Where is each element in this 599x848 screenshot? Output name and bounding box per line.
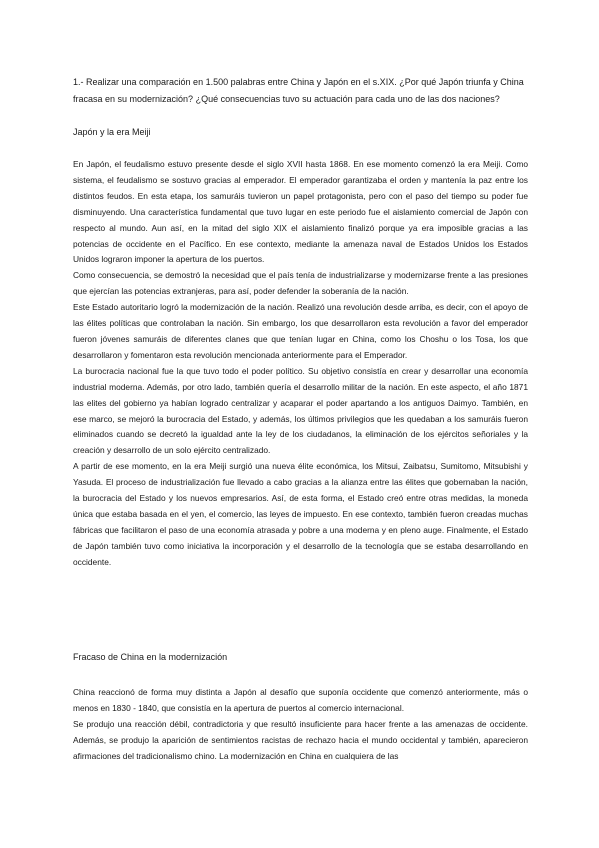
paragraph: Como consecuencia, se demostró la necesidad que el país tenía de industrializarse y modernizarse frente a las presiones que ejercían las potencias extranjeras, para así, poder defender la soberanía de la nación. (73, 270, 528, 297)
paragraph: Se produjo una reacción débil, contradictoria y que resultó insuficiente para hacer frente a las amenazas de occidente. Además, se produjo la aparición de sentimientos racistas de rechazo hacia el mundo occidental y también, aparecieron afirmaciones del tradicionalismo chino. La modernización en China en cualquiera de las (73, 718, 528, 761)
paragraph: En Japón, el feudalismo estuvo presente desde el siglo XVII hasta 1868. En ese momento comenzó la era Meiji. Como sistema, el feudalismo se sostuvo gracias al emperador. El emperador garantizaba el orden y mantenía la paz entre los distintos feudos. En esta etapa, los samuráis tuvieron un papel protagonista, pero con el paso del tiempo su poder fue disminuyendo. Una característica fundamental que tuvo lugar en este periodo fue el aislamiento comercial de Japón con respecto al mundo. Aun así, en la mitad del siglo XIX el aislamiento finalizó porque ya era imposible gracias a las potencias de occidente en el Pacífico. En ese contexto, mediante la amenaza naval de Estados Unidos los Estados Unidos lograron imponer la apertura de los puertos. (73, 159, 528, 265)
section-heading-japan: Japón y la era Meiji (73, 127, 151, 137)
section-body-japan (73, 157, 528, 571)
paragraph: China reaccionó de forma muy distinta a Japón al desafío que suponía occidente que comenzó anteriormente, más o menos en 1830 - 1840, que consistía en la apertura de puertos al comercio internacional. (73, 687, 528, 713)
assignment-question: 1.- Realizar una comparación en 1.500 palabras entre China y Japón en el s.XIX. ¿Por qué Japón triunfa y China fracasa en su modernización? ¿Qué consecuencias tuvo su actuación para cada uno de las dos naciones? (73, 77, 524, 104)
paragraph: La burocracia nacional fue la que tuvo todo el poder político. Su objetivo consistía en crear y desarrollar una economía industrial moderna. Además, por otro lado, también quería el desarrollo militar de la nación. En este aspecto, el año 1871 las elites del gobierno ya habían logrado centralizar y acaparar el poder apartando a los antiguos Daimyo. También, en ese marco, se mejoró la burocracia del Estado, y además, los últimos privilegios que les quedaban a los samuráis fueron eliminados cuando se decretó la igualdad ante la ley de los ciudadanos, la eliminación de los ejércitos señoriales y la creación y desarrollo de un solo ejército centralizado. (73, 365, 528, 456)
paragraph: A partir de ese momento, en la era Meiji surgió una nueva élite económica, los Mitsui, Zaibatsu, Sumitomo, Mitsubishi y Yasuda. El proceso de industrialización fue llevado a cabo gracias a la alianza entre las élites que gobernaban la nación, la burocracia del Estado y los nuevos empresarios. Así, de esta forma, el Estado creó entre otras medidas, la moneda única que estaba basada en el yen, el comercio, las leyes de impuesto. En ese contexto, también fueron creadas muchas fábricas que facilitaron el paso de una economía atrasada y pobre a una moderna y en pleno auge. Finalmente, el Estado de Japón también tuvo como iniciativa la incorporación y el desarrollo de la tecnología que se estaba desarrollando en occidente. (73, 461, 528, 567)
paragraph: Este Estado autoritario logró la modernización de la nación. Realizó una revolución desde arriba, es decir, con el apoyo de las élites políticas que controlaban la nación. Sin embargo, los que desarrollaron esta revolución a favor del emperador fueron jóvenes samuráis de diferentes clanes que que tenían lugar en China, como los Choshu o los Tosa, los que desarrollaron y fomentaron esta revolución mencionada anteriormente para el Emperador. (73, 302, 528, 360)
section-body-china (73, 685, 528, 765)
section-heading-china: Fracaso de China en la modernización (73, 652, 228, 662)
